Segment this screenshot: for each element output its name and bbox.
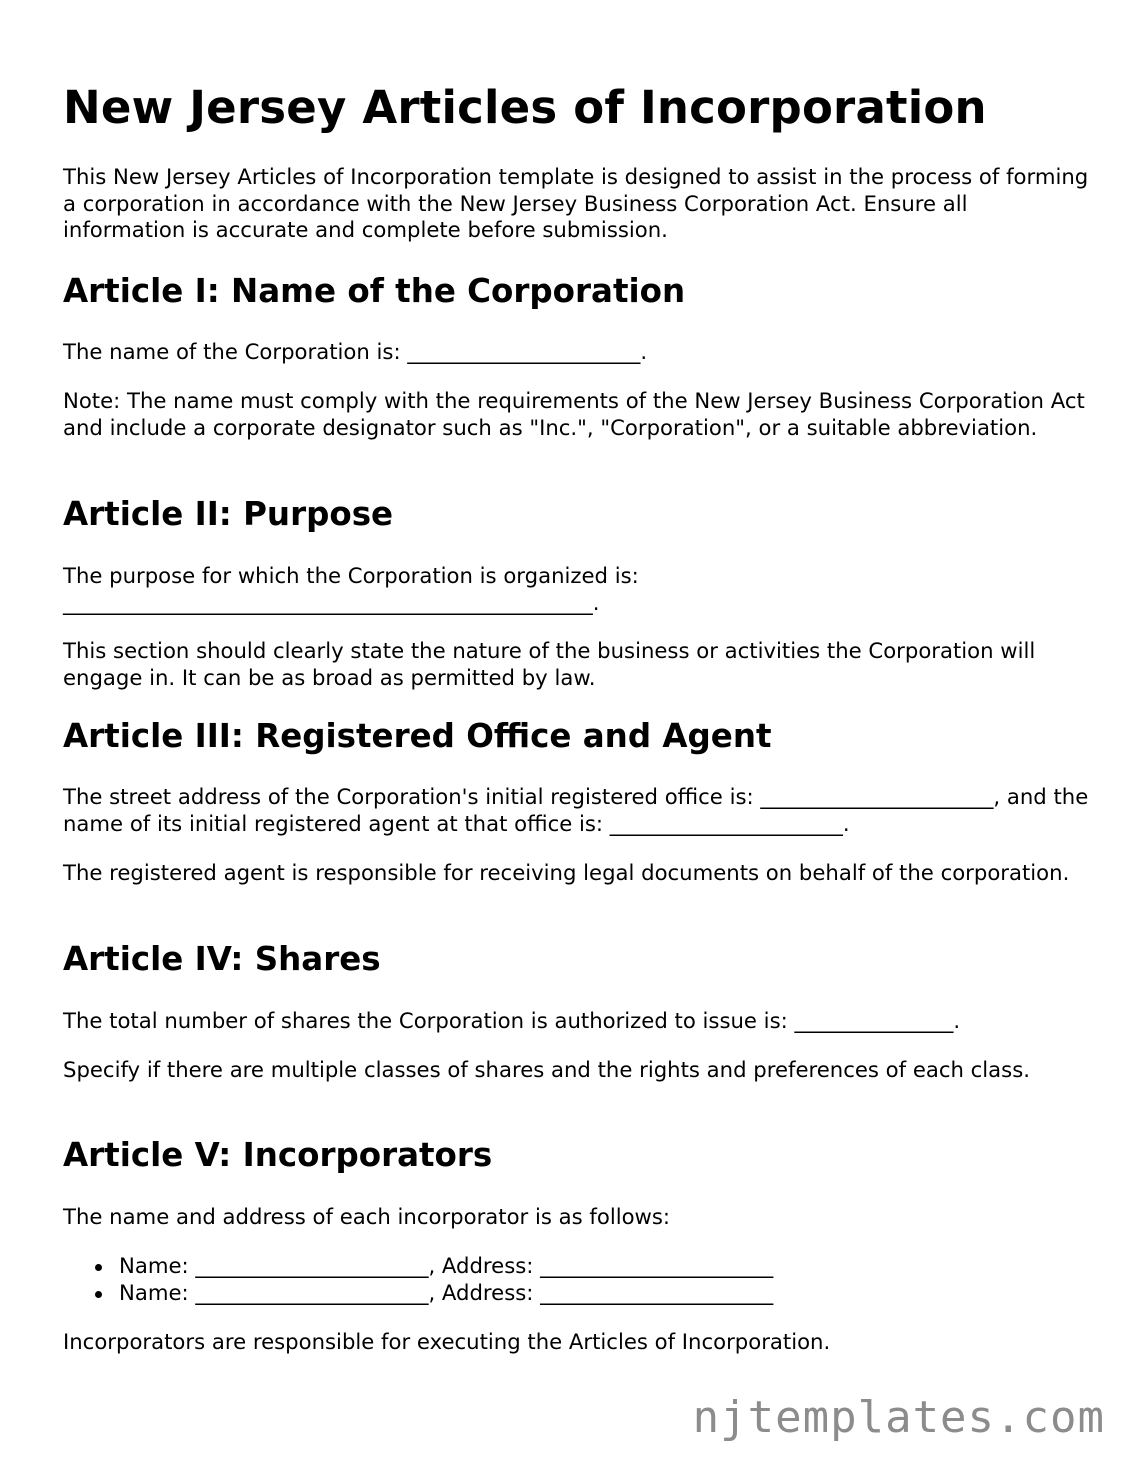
article-3-note: The registered agent is responsible for receiving legal documents on behalf of the corporation. [63,860,1070,885]
article-5-note: Incorporators are responsible for executing the Articles of Incorporation. [63,1329,831,1354]
article-4-shares-line: The total number of shares the Corporation is authorized to issue is: _______________. [63,1008,961,1033]
article-1-heading: Article I: Name of the Corporation [63,272,686,310]
article-3-heading: Article III: Registered Office and Agent [63,717,772,755]
document-title: New Jersey Articles of Incorporation [63,81,987,134]
article-4-heading: Article IV: Shares [63,940,381,978]
list-item: Name: ______________________, Address: ______________________ [63,1280,773,1307]
article-2-note: This section should clearly state the nature of the business or activities the Corporation will engage in. It can be as broad as permitted by law. [63,638,1036,690]
article-5-heading: Article V: Incorporators [63,1136,493,1174]
article-1-name-line: The name of the Corporation is: ______________________. [63,339,648,364]
site-watermark: njtemplates.com [692,1392,1105,1443]
article-2-heading: Article II: Purpose [63,495,394,533]
incorporator-list [63,1253,773,1306]
article-1-note: Note: The name must comply with the requirements of the New Jersey Business Corporation Act and include a corporate designator such as "Inc.", "Corporation", or a suitable abbreviation. [63,388,1085,440]
list-item: Name: ______________________, Address: ______________________ [63,1253,773,1280]
intro-paragraph: This New Jersey Articles of Incorporation template is designed to assist in the process of forming a corporation in accordance with the New Jersey Business Corporation Act. Ensure all information is accurate and complete before submission. [63,164,1089,243]
article-4-note: Specify if there are multiple classes of shares and the rights and preferences of each class. [63,1057,1030,1082]
article-3-office-line: The street address of the Corporation's initial registered office is: ______________________, and the name of its initial registered agent at that office is: ______________________. [63,784,1089,836]
article-5-intro-line: The name and address of each incorporator is as follows: [63,1204,671,1229]
article-2-purpose-line: The purpose for which the Corporation is organized is: __________________________________________________. [63,563,639,615]
